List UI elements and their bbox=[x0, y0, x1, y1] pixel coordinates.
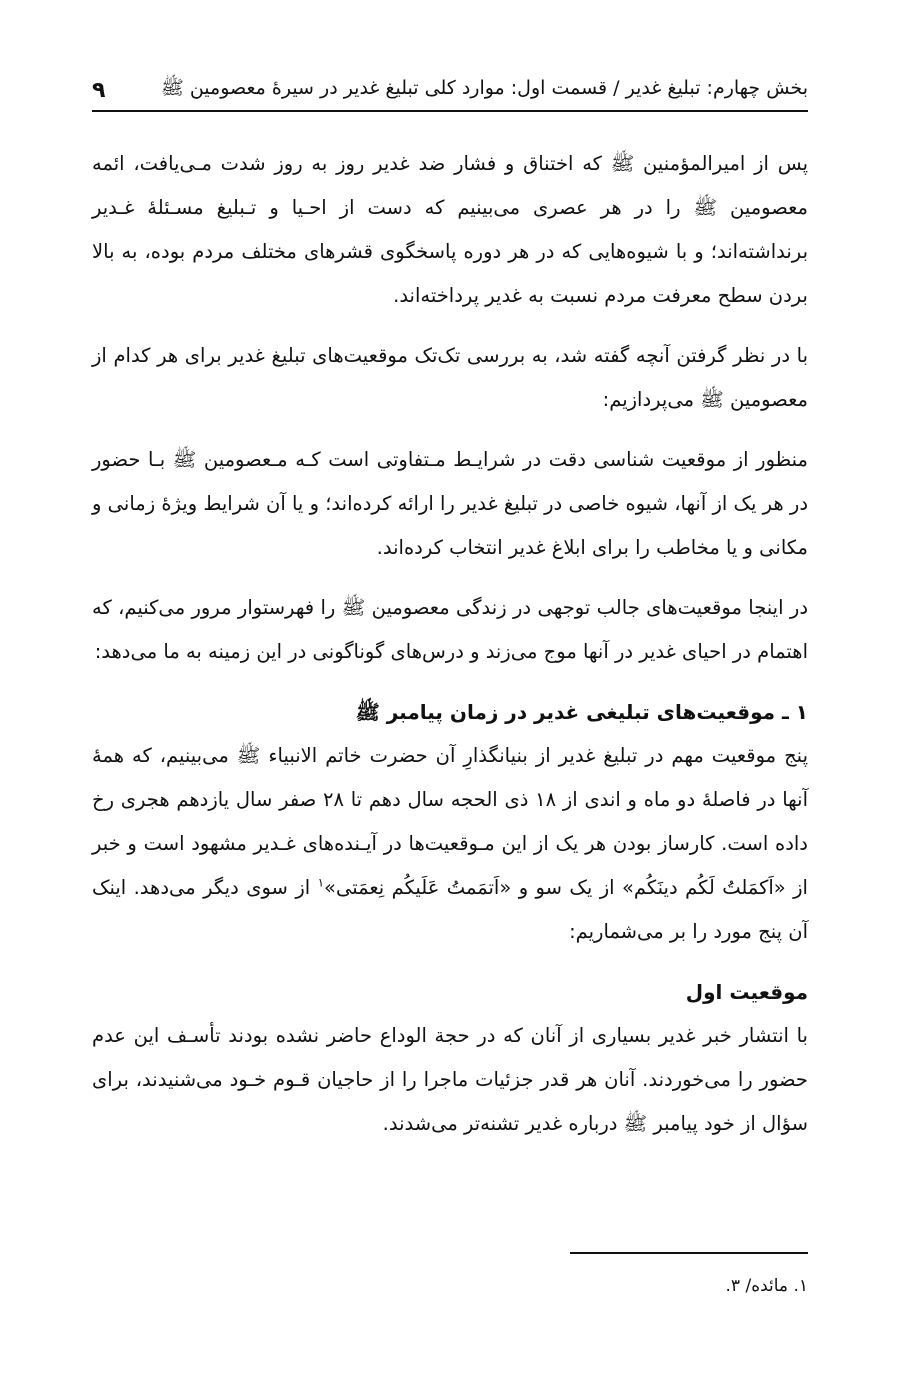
paragraph-2: با در نظر گرفتن آنچه گفته شد، به بررسی تک‌تک موقعیت‌های تبلیغ غدیر برای هر کدام از معصومین ﷺ می‌پردازیم: bbox=[92, 344, 808, 411]
main-text bbox=[92, 142, 808, 1162]
paragraph-5-text-a: پنج موقعیت مهم در تبلیغ غدیر از بنیانگذارِ آن حضرت خاتم الانبیاء ﷺ می‌بینیم، که همهٔ آنها در فاصلهٔ دو ماه و اندی از ۱۸ ذی الحجه سال دهم تا ۲۸ صفر سال یازدهم هجری رخ داده است. کارساز بودن هر یک از این مـوقعیت‌ها در آیـنده‌های غـدیر مشهود است و خبر از «اَکمَلتُ لَکُم دینَکُم» از یک سو و «اَتمَمتُ عَلَیکُم نِعمَتی» bbox=[92, 744, 809, 899]
footnote-divider bbox=[570, 1252, 808, 1254]
section-heading: ۱ ـ موقعیت‌های تبلیغی غدیر در زمان پیامبر ﷺ bbox=[355, 700, 808, 724]
footnote-1: ۱. مائده/ ۳. bbox=[725, 1276, 808, 1296]
paragraph-5 bbox=[92, 734, 808, 954]
running-title: بخش چهارم: تبلیغ غدیر / قسمت اول: موارد کلی تبلیغ غدیر در سیرهٔ معصومین ﷺ bbox=[160, 77, 808, 99]
paragraph-4: در اینجا موقعیت‌های جالب توجهی در زندگی معصومین ﷺ را فهرستوار مرور می‌کنیم، که اهتمام در احیای غدیر در آنها موج می‌زند و درس‌های گوناگونی در این زمینه به ما می‌دهد: bbox=[92, 596, 808, 663]
paragraph-3: منظور از موقعیت شناسی دقت در شرایـط مـتفاوتی است کـه مـعصومین ﷺ بـا حضور در هر یک از آنها، شیوه خاصی در تبلیغ غدیر را ارائه کرده‌اند؛ و یا آن شرایط ویژهٔ زمانی و مکانی و یا مخاطب را برای ابلاغ غدیر انتخاب کرده‌اند. bbox=[92, 448, 808, 559]
paragraph-5-text-b: از سوی دیگر می‌دهد. اینک آن پنج مورد را بر می‌شماریم: bbox=[92, 876, 808, 943]
running-header bbox=[92, 70, 808, 112]
paragraph-1: پس از امیرالمؤمنین ﷺ که اختناق و فشار ضد غدیر روز به روز شدت مـی‌یافت، ائمه معصومین ﷺ را در هر عصری می‌بینیم که دست از احـیا و تـبلیغ مسـئلهٔ غـدیر برنداشته‌اند؛ و با شیوه‌هایی که در هر دوره پاسخگوی قشرهای مختلف مردم بوده، به بالا بردن سطح معرفت مردم نسبت به غدیر پرداخته‌اند. bbox=[92, 152, 808, 307]
paragraph-6: با انتشار خبر غدیر بسیاری از آنان که در حجة الوداع حاضر نشده بودند تأسـف این عدم حضور را می‌خوردند. آنان هر قدر جزئیات ماجرا را از حاجیان قـوم خـود می‌شنیدند، برای سؤال از خود پیامبر ﷺ درباره غدیر تشنه‌تر می‌شدند. bbox=[92, 1024, 808, 1135]
footnote-reference[interactable]: ۱ bbox=[317, 875, 325, 890]
book-page bbox=[92, 0, 808, 1390]
page-number: ۹ bbox=[92, 77, 106, 103]
subsection-heading: موقعیت اول bbox=[685, 980, 808, 1004]
